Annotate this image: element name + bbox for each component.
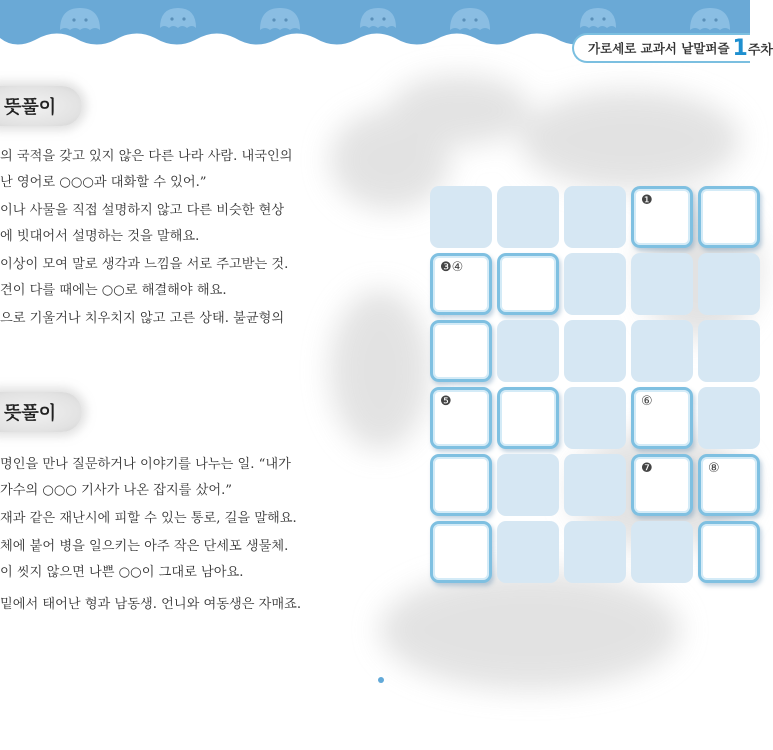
clue-line: 이 씻지 않으면 나쁜 ○○이 그대로 남아요. [0, 565, 244, 580]
answer-cell[interactable] [430, 521, 492, 583]
blank-cell [698, 253, 760, 315]
clue-number: ⑧ [708, 461, 720, 476]
clue-number: ❺ [440, 394, 452, 409]
blank-cell [497, 186, 559, 248]
blank-cell [631, 320, 693, 382]
blank-cell [631, 253, 693, 315]
across-clues-heading [0, 86, 82, 126]
clue-number: ❼ [641, 461, 653, 476]
blank-cell [564, 387, 626, 449]
answer-cell[interactable] [698, 521, 760, 583]
blank-cell [564, 253, 626, 315]
across-heading-text: 뜻풀이 [4, 97, 57, 118]
down-clues-heading [0, 392, 82, 432]
blank-cell [430, 186, 492, 248]
clue-number: ⑥ [641, 394, 653, 409]
answer-cell[interactable] [497, 253, 559, 315]
clue-line: 견이 다를 때에는 ○○로 해결해야 해요. [0, 283, 227, 298]
blank-cell [698, 320, 760, 382]
blank-cell [497, 320, 559, 382]
answer-cell[interactable] [698, 454, 760, 516]
blank-cell [497, 521, 559, 583]
week-number: 1 [732, 35, 748, 61]
clue-line: 가수의 ○○○ 기사가 나온 잡지를 샀어.” [0, 483, 233, 498]
blank-cell [564, 186, 626, 248]
answer-cell[interactable] [430, 454, 492, 516]
clue-line: 에 빗대어서 설명하는 것을 말해요. [0, 229, 200, 244]
blank-cell [564, 454, 626, 516]
clue-number: ❶ [641, 193, 653, 208]
series-label: 가로세로 교과서 낱말퍼즐 [588, 41, 730, 56]
answer-cell[interactable] [430, 253, 492, 315]
answer-cell[interactable] [631, 186, 693, 248]
week-suffix: 주차 [747, 42, 773, 58]
answer-cell[interactable] [631, 454, 693, 516]
blank-cell [631, 521, 693, 583]
blank-cell [497, 454, 559, 516]
blank-cell [564, 521, 626, 583]
clue-line: 밑에서 태어난 형과 남동생. 언니와 여동생은 자매죠. [0, 597, 302, 612]
clue-line: 난 영어로 ○○○과 대화할 수 있어.” [0, 175, 207, 190]
answer-cell[interactable] [631, 387, 693, 449]
down-heading-text: 뜻풀이 [4, 403, 57, 424]
week-tag [572, 33, 773, 63]
answer-cell[interactable] [430, 320, 492, 382]
clue-line: 이상이 모여 말로 생각과 느낌을 서로 주고받는 것. [0, 257, 289, 272]
clue-line: 이나 사물을 직접 설명하지 않고 다른 비슷한 현상 [0, 203, 285, 218]
clue-line: 체에 붙어 병을 일으키는 아주 작은 단세포 생물체. [0, 539, 289, 554]
clue-line: 명인을 만나 질문하거나 이야기를 나누는 일. “내가 [0, 457, 291, 472]
blank-cell [564, 320, 626, 382]
answer-cell[interactable] [698, 186, 760, 248]
blank-cell [698, 387, 760, 449]
answer-cell[interactable] [430, 387, 492, 449]
clue-line: 으로 기울거나 치우치지 않고 고른 상태. 불균형의 [0, 311, 285, 326]
page-dot [378, 677, 384, 683]
answer-cell[interactable] [497, 387, 559, 449]
clue-line: 의 국적을 갖고 있지 않은 다른 나라 사람. 내국인의 [0, 149, 293, 164]
clue-line: 재과 같은 재난시에 피할 수 있는 통로, 길을 말해요. [0, 511, 297, 526]
clue-number: ❸④ [440, 260, 464, 275]
